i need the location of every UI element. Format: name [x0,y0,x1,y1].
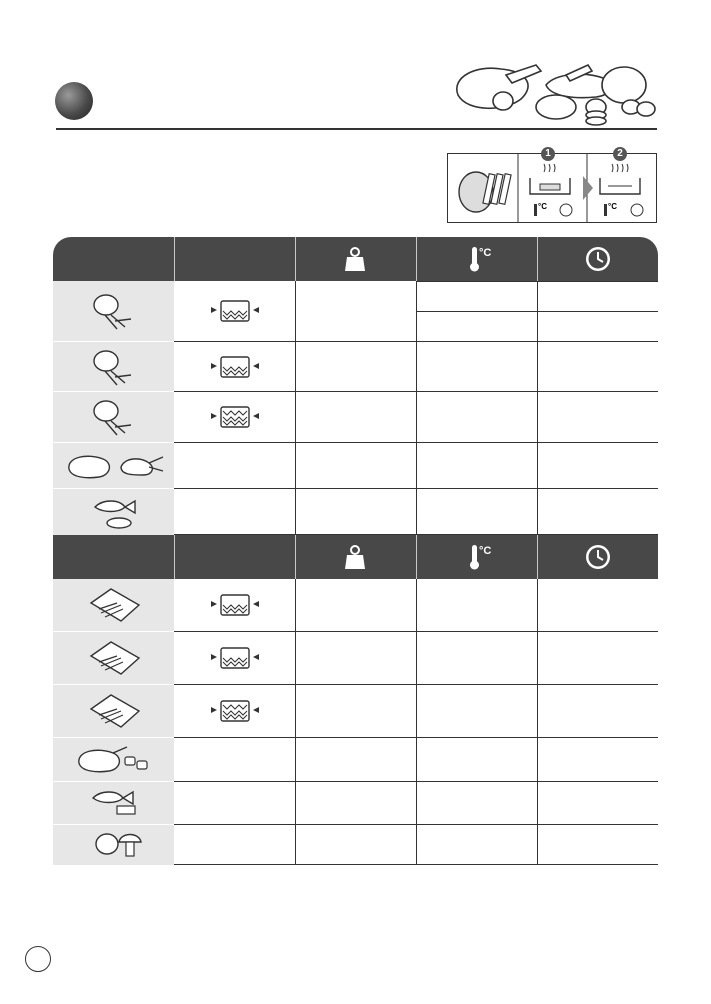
potato-fries-icon [91,291,137,331]
fresh-food-table-header [53,237,658,281]
frozen-chicken-icon [75,743,155,777]
frozen-food-table-header [53,535,658,579]
header-rule [56,128,657,130]
step-2-badge: 2 [613,147,627,161]
guide-illustration [448,154,656,222]
cooking-guide-box [447,148,657,223]
half-basket-icon [211,355,259,379]
chicken-icon [63,449,167,483]
page-number-circle-icon [25,946,51,972]
half-basket-icon [211,646,259,670]
frozen-fries-bag-icon [87,585,143,625]
weight-icon [341,543,369,571]
potato-fries-icon [91,397,137,437]
frozen-fries-bag-icon [87,691,143,731]
full-basket-icon [211,405,259,429]
potato-fries-icon [91,347,137,387]
frozen-food-table [53,535,658,865]
temperature-unit-label: °C [479,545,492,557]
clock-icon [584,543,612,571]
frozen-fish-icon [89,786,145,820]
clock-icon [584,245,612,273]
mushroom-icon [93,828,143,862]
half-basket-icon [211,299,259,323]
full-basket-icon [211,699,259,723]
fresh-food-table [53,237,658,535]
food-illustration-icon [446,55,660,127]
weight-icon [341,245,369,273]
frozen-fries-bag-icon [87,638,143,678]
section-bullet-icon [55,82,93,120]
temperature-unit-label: °C [479,247,492,259]
temp-unit-step-1: °C [538,202,547,211]
half-basket-icon [211,593,259,617]
temp-unit-step-2: °C [608,202,617,211]
step-1-badge: 1 [541,147,555,161]
fish-icon [91,493,141,531]
